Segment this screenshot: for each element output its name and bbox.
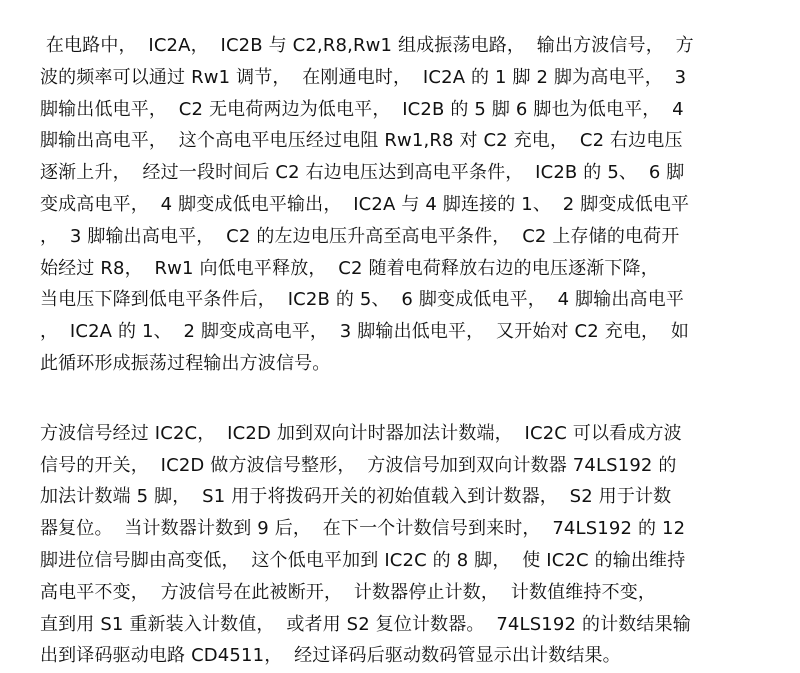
text-line: 脚输出高电平， 这个高电平电压经过电阻 Rw1,R8 对 C2 充电， C2 右边电压 bbox=[40, 130, 683, 152]
text-line: ， 3 脚输出高电平， C2 的左边电压升高至高电平条件， C2 上存储的电荷开 bbox=[40, 225, 680, 247]
text-line: 变成高电平， 4 脚变成低电平输出， IC2A 与 4 脚连接的 1、 2 脚变成低电平 bbox=[40, 193, 690, 215]
paragraph-spacer bbox=[40, 380, 760, 418]
text-line: 出到译码驱动电路 CD4511， 经过译码后驱动数码管显示出计数结果。 bbox=[40, 645, 621, 667]
text-line: 当电压下降到低电平条件后， IC2B 的 5、 6 脚变成低电平， 4 脚输出高电平 bbox=[40, 289, 684, 311]
text-line: 波的频率可以通过 Rw1 调节， 在刚通电时， IC2A 的 1 脚 2 脚为高电平， 3 bbox=[40, 66, 687, 88]
text-line: 器复位。 当计数器计数到 9 后， 在下一个计数信号到来时， 74LS192 的 12 bbox=[40, 518, 686, 540]
text-line: ， IC2A 的 1、 2 脚变成高电平， 3 脚输出低电平， 又开始对 C2 充电， 如 bbox=[40, 321, 690, 343]
paragraph-oscillator bbox=[40, 30, 760, 380]
text-line: 直到用 S1 重新装入计数值， 或者用 S2 复位计数器。 74LS192 的计数结果输 bbox=[40, 613, 691, 635]
text-line: 方波信号经过 IC2C， IC2D 加到双向计时器加法计数端， IC2C 可以看成方波 bbox=[40, 422, 682, 444]
text-line: 始经过 R8， Rw1 向低电平释放， C2 随着电荷释放右边的电压逐渐下降， bbox=[40, 257, 659, 279]
text-line: 高电平不变， 方波信号在此被断开， 计数器停止计数， 计数值维持不变， bbox=[40, 581, 657, 603]
text-line: 逐渐上升， 经过一段时间后 C2 右边电压达到高电平条件， IC2B 的 5、 6 脚 bbox=[40, 162, 685, 184]
text-line: 脚输出低电平， C2 无电荷两边为低电平， IC2B 的 5 脚 6 脚也为低电平， 4 bbox=[40, 98, 684, 120]
paragraph-counter bbox=[40, 418, 760, 672]
text-line: 信号的开关， IC2D 做方波信号整形， 方波信号加到双向计数器 74LS192 的 bbox=[40, 454, 677, 476]
document-body bbox=[40, 30, 760, 672]
text-line: 此循环形成振荡过程输出方波信号。 bbox=[40, 352, 331, 374]
text-line: 脚进位信号脚由高变低， 这个低电平加到 IC2C 的 8 脚， 使 IC2C 的输出维持 bbox=[40, 549, 686, 571]
text-line: 加法计数端 5 脚， S1 用于将拨码开关的初始值载入到计数器， S2 用于计数 bbox=[40, 486, 672, 508]
text-line: 在电路中， IC2A， IC2B 与 C2,R8,Rw1 组成振荡电路， 输出方波信号， 方 bbox=[40, 35, 694, 56]
